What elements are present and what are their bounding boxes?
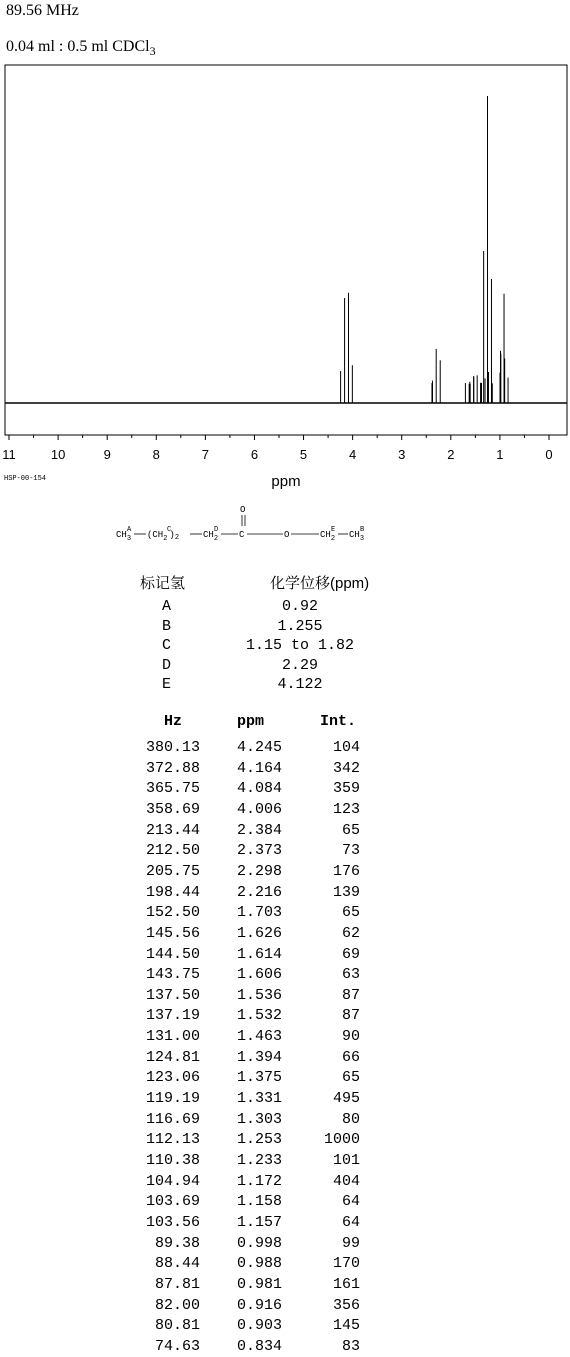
peak-intensity: 90: [341, 1028, 360, 1046]
peak-hz: 87.81: [154, 1275, 200, 1293]
peak-hz: 143.75: [145, 966, 200, 984]
peak-hz: 74.63: [154, 1337, 200, 1355]
peak-row: [0, 1193, 570, 1211]
peak-hz: 205.75: [145, 862, 200, 880]
x-tick-label: 3: [398, 447, 406, 462]
peak-ppm: 2.298: [237, 862, 283, 880]
peak-hz: 110.38: [145, 1152, 200, 1169]
peak-hz: 358.69: [145, 800, 200, 818]
peak-ppm: 0.988: [237, 1255, 283, 1273]
sample-concentration: [6, 38, 156, 59]
peak-row: [0, 1235, 570, 1253]
peak-hz: 372.88: [145, 759, 200, 777]
peak-row: [0, 946, 570, 964]
peak-intensity: 65: [341, 821, 360, 839]
peak-row: [0, 1276, 570, 1294]
assignment-shift: 0.92: [281, 598, 318, 615]
ch3-b: $CH_3$: [349, 530, 365, 543]
ch2-d-label: D: [214, 526, 219, 534]
ch2-e-label: E: [331, 526, 336, 534]
x-tick-label: 9: [103, 447, 111, 462]
peak-row: [0, 1111, 570, 1129]
peak-row: [0, 739, 570, 757]
peak-row: [0, 780, 570, 798]
x-tick-label: 7: [201, 447, 209, 462]
peak-ppm: 1.233: [237, 1152, 283, 1169]
assignment-label: C: [162, 637, 172, 654]
peak-ppm: 1.158: [237, 1193, 283, 1211]
peak-row: [0, 1338, 570, 1356]
peak-row: [0, 1317, 570, 1335]
peak-row: [0, 1173, 570, 1191]
peak-ppm: 1.532: [237, 1007, 283, 1025]
peak-ppm: 1.463: [237, 1028, 283, 1046]
peak-row: [0, 822, 570, 840]
spectrum-peaks: [341, 96, 508, 403]
peak-intensity: 87: [341, 1007, 360, 1025]
peak-ppm: 4.164: [237, 759, 283, 777]
peak-ppm: 1.375: [237, 1069, 283, 1087]
header-ppm: ppm: [237, 713, 265, 730]
peak-intensity: 1000: [323, 1131, 360, 1149]
peak-intensity: 80: [341, 1110, 360, 1128]
peak-ppm: 0.916: [237, 1296, 283, 1314]
assignment-label-header: 标记氢: [140, 575, 186, 592]
x-axis-ticks: [9, 435, 549, 440]
peak-ppm: 1.172: [237, 1172, 283, 1190]
peak-hz: 103.69: [145, 1193, 200, 1211]
peak-hz: 152.50: [145, 904, 200, 922]
peak-row: [0, 1090, 570, 1108]
peak-row: [0, 863, 570, 881]
peak-ppm: 0.981: [237, 1275, 283, 1293]
peak-hz: 380.13: [145, 739, 200, 756]
peak-ppm: 1.606: [237, 966, 283, 984]
x-axis-label: ppm: [271, 473, 301, 490]
peak-intensity: 356: [332, 1296, 360, 1314]
assignment-label: A: [162, 598, 172, 615]
assignment-shift: 1.15 to 1.82: [245, 637, 355, 654]
ch2-d: $CH_2$: [203, 530, 219, 543]
peak-hz: 144.50: [145, 945, 200, 963]
peak-intensity: 145: [332, 1317, 360, 1335]
peak-intensity: 101: [332, 1152, 360, 1169]
peak-ppm: 1.157: [237, 1213, 283, 1231]
peak-row: [0, 925, 570, 943]
x-tick-label: 8: [152, 447, 160, 462]
peak-hz: 198.44: [145, 883, 200, 901]
ch3-b-label: B: [360, 526, 365, 534]
peak-hz: 137.19: [145, 1007, 200, 1025]
peak-intensity: 65: [341, 904, 360, 922]
x-tick-label: 2: [447, 447, 455, 462]
peak-ppm: 1.626: [237, 924, 283, 942]
peak-row: [0, 987, 570, 1005]
ester-oxygen: O: [284, 530, 290, 540]
assignment-label: D: [162, 656, 172, 674]
peak-intensity: 404: [332, 1172, 360, 1190]
x-tick-label: 4: [349, 447, 357, 462]
peak-intensity: 66: [341, 1048, 360, 1066]
peak-ppm: 0.834: [237, 1337, 283, 1355]
chain-c: ($CH_2$ )$_2$: [147, 530, 180, 543]
peak-intensity: 73: [341, 842, 360, 860]
x-tick-label: 1: [496, 447, 504, 462]
structure-formula: [0, 468, 570, 548]
peak-ppm: 0.998: [237, 1234, 283, 1252]
peak-intensity: 495: [332, 1090, 360, 1108]
peak-ppm: 4.084: [237, 780, 283, 798]
peak-hz: 116.69: [145, 1110, 200, 1128]
peak-hz: 123.06: [145, 1069, 200, 1087]
peak-ppm: 1.614: [237, 945, 283, 963]
x-tick-label: 11: [2, 447, 16, 462]
peak-ppm: 4.245: [237, 739, 283, 756]
peak-intensity: 123: [332, 800, 360, 818]
peak-hz: 82.00: [154, 1296, 200, 1314]
assignment-shift: 4.122: [277, 676, 323, 693]
peak-row: [0, 760, 570, 778]
peak-row: [0, 1255, 570, 1273]
peak-intensity: 64: [341, 1213, 360, 1231]
peak-row: [0, 1069, 570, 1087]
x-tick-label: 6: [250, 447, 259, 462]
spectrometer-frequency: 89.56 MHz: [6, 2, 79, 19]
peak-hz: 80.81: [154, 1317, 200, 1335]
peak-ppm: 1.703: [237, 904, 283, 922]
peak-row: [0, 1214, 570, 1232]
x-tick-label: 5: [299, 447, 308, 462]
carbonyl-carbon: C: [239, 530, 245, 540]
header-hz: Hz: [164, 713, 183, 730]
ch3-a-label: A: [127, 526, 132, 534]
peak-ppm: 1.303: [237, 1110, 283, 1128]
peak-row: [0, 1297, 570, 1315]
spectrum-code: HSP-00-154: [4, 475, 47, 483]
peak-row: [0, 1049, 570, 1067]
chain-c-label: C: [167, 526, 172, 534]
peak-hz: 88.44: [154, 1255, 200, 1273]
assignment-shift: 2.29: [281, 656, 318, 674]
carbonyl-oxygen: O: [240, 505, 246, 515]
peak-intensity: 99: [341, 1234, 360, 1252]
header-int: Int.: [320, 713, 357, 730]
peak-hz: 112.13: [145, 1131, 200, 1149]
peak-intensity: 64: [341, 1193, 360, 1211]
peak-hz: 89.38: [154, 1234, 200, 1252]
assignment-shift: 1.255: [277, 617, 323, 635]
peak-ppm: 1.253: [237, 1131, 283, 1149]
peak-row: [0, 1131, 570, 1149]
peak-ppm: 1.536: [237, 986, 283, 1004]
peak-hz: 213.44: [145, 821, 200, 839]
peak-intensity: 83: [341, 1337, 360, 1355]
peak-row: [0, 1007, 570, 1025]
peak-hz: 137.50: [145, 986, 200, 1004]
peak-hz: 212.50: [145, 842, 200, 860]
peak-intensity: 161: [332, 1275, 360, 1293]
assignment-shift-header: 化学位移(ppm): [270, 575, 370, 592]
peak-intensity: 104: [332, 739, 360, 756]
peak-hz: 365.75: [145, 780, 200, 798]
peak-hz: 131.00: [145, 1028, 200, 1046]
ch3-a: $CH_3$: [116, 530, 132, 543]
ch2-e: $CH_2$: [320, 530, 336, 543]
peak-intensity: 170: [332, 1255, 360, 1273]
peak-row: [0, 884, 570, 902]
peak-intensity: 359: [332, 780, 360, 798]
peak-ppm: 1.394: [237, 1048, 283, 1066]
peak-intensity: 69: [341, 945, 360, 963]
peak-hz: 119.19: [145, 1090, 200, 1108]
x-tick-label: 0: [545, 447, 553, 462]
peak-ppm: 0.903: [237, 1317, 283, 1335]
peak-hz: 124.81: [145, 1048, 200, 1066]
peak-hz: 145.56: [145, 924, 200, 942]
plot-frame: [5, 65, 567, 435]
peak-row: [0, 1028, 570, 1046]
peak-row: [0, 1152, 570, 1170]
x-axis-tick-labels: [2, 447, 552, 462]
assignment-label: B: [162, 617, 172, 635]
peak-intensity: 342: [332, 759, 360, 777]
peak-ppm: 2.373: [237, 842, 283, 860]
peak-ppm: 2.216: [237, 883, 283, 901]
peak-intensity: 63: [341, 966, 360, 984]
peak-ppm: 1.331: [237, 1090, 283, 1108]
peak-ppm: 4.006: [237, 800, 283, 818]
peak-row: [0, 801, 570, 819]
x-tick-label: 10: [50, 447, 66, 462]
sample-subscript: 3: [149, 44, 156, 59]
peak-hz: 104.94: [145, 1172, 200, 1190]
sample-text: 0.04 ml : 0.5 ml CDCl: [6, 38, 150, 55]
peak-intensity: 176: [332, 862, 360, 880]
peak-intensity: 87: [341, 986, 360, 1004]
peak-intensity: 139: [332, 883, 360, 901]
assignment-label: E: [162, 676, 172, 693]
peak-ppm: 2.384: [237, 821, 283, 839]
peak-row: [0, 842, 570, 860]
peak-intensity: 65: [341, 1069, 360, 1087]
peak-row: [0, 966, 570, 984]
peak-row: [0, 904, 570, 922]
peak-hz: 103.56: [145, 1213, 200, 1231]
peak-intensity: 62: [341, 924, 360, 942]
